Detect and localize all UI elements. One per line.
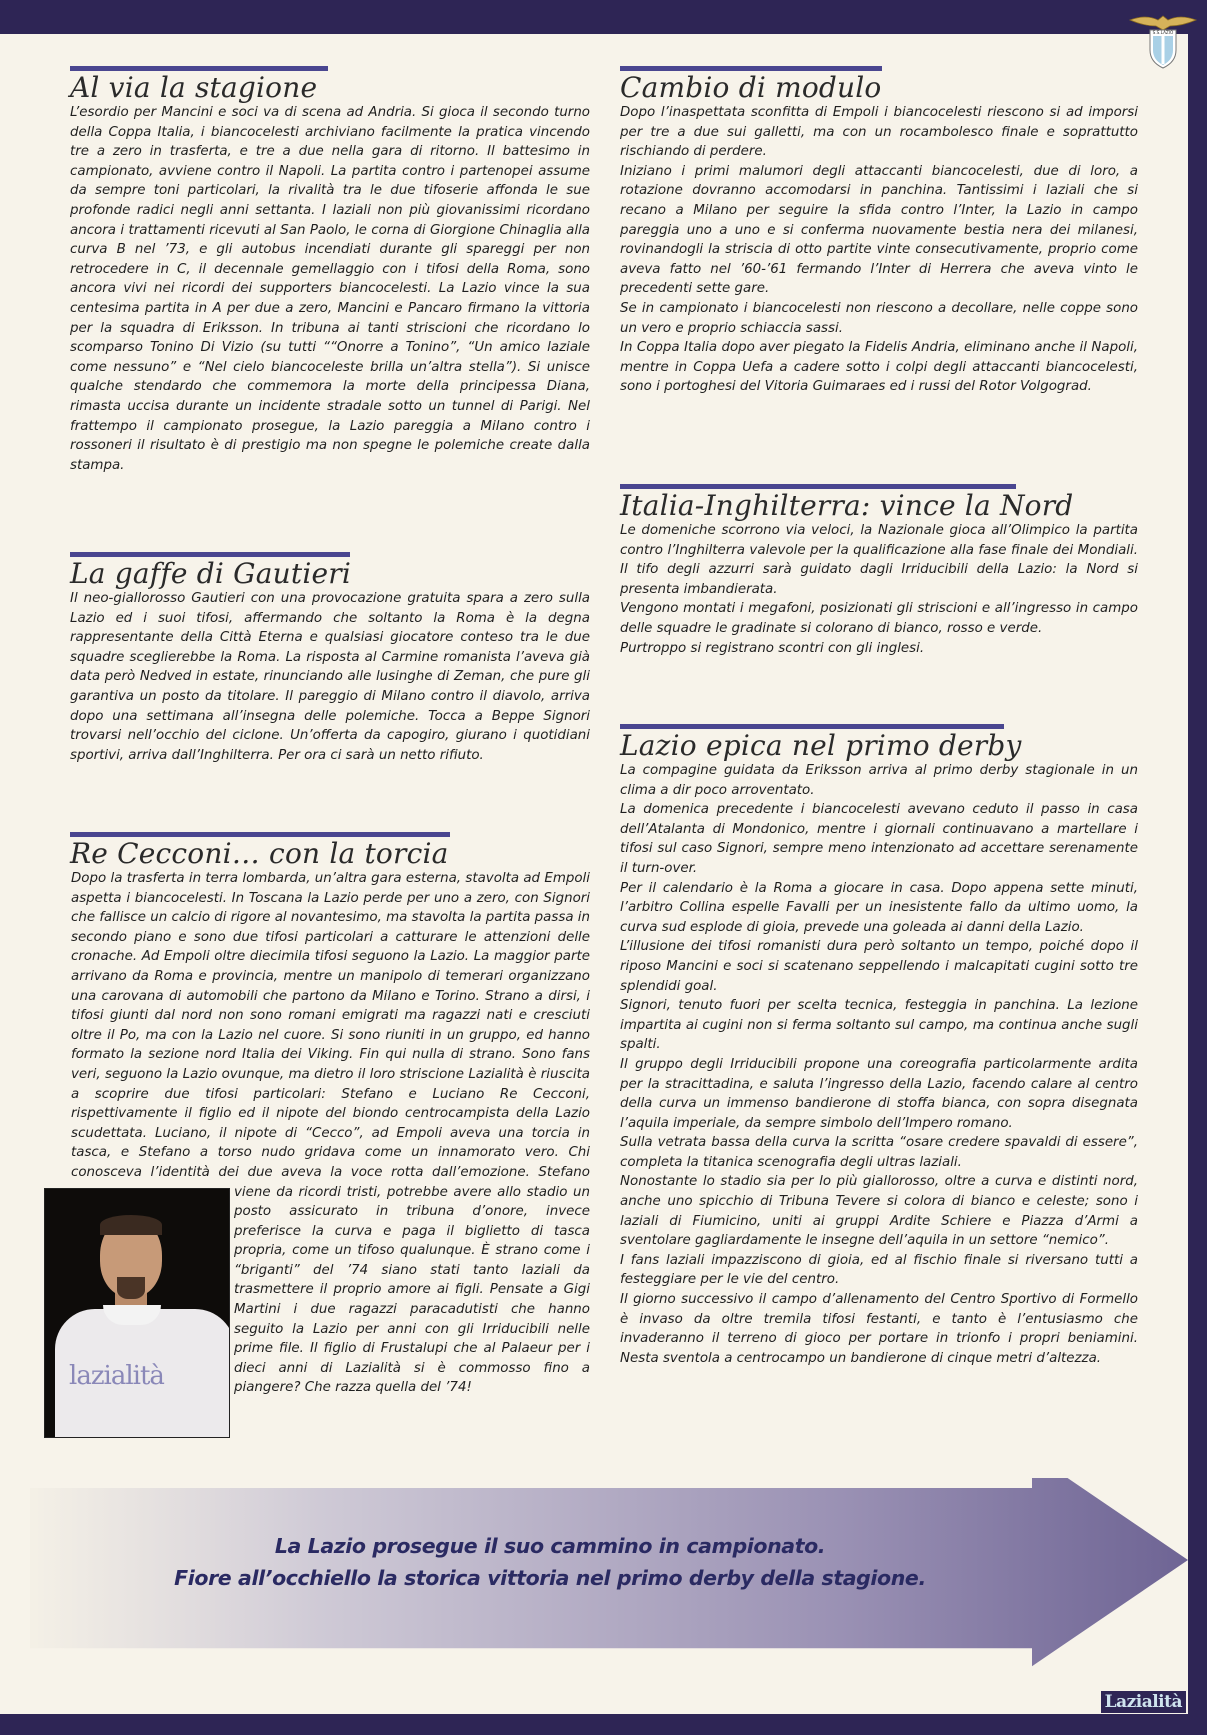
article-body: [620, 761, 1138, 1368]
article-paragraph: La compagine guidata da Eriksson arriva al primo derby stagionale in un clima a dir poco arroventato.: [620, 763, 1138, 798]
article-paragraph: Iniziano i primi malumori degli attaccanti biancocelesti, due di loro, a rotazione dovranno accomodarsi in panchina. Tantissimi i laziali che si recano a Milano per seguire la sfida contro l’Inter, la Lazio in campo pareggia uno a uno e si conferma nuovamente bestia nera dei milanesi, rovinandogli la striscia di otto partite vinte consecutivamente, proprio come aveva fatto nel ’60-’61 fermando l’Inter di Herrera che aveva vinto le precedenti sette gare.: [620, 163, 1138, 297]
article-body: [70, 103, 590, 475]
bottom-border-band: [0, 1714, 1207, 1735]
article-cambio-di-modulo: [620, 66, 1138, 397]
article-title: Italia-Inghilterra: vince la Nord: [620, 489, 1074, 522]
crest-text: S.S.LAZIO: [1152, 30, 1174, 35]
article-paragraph: Nonostante lo stadio sia per lo più giallorosso, oltre a curva e distinti nord, anche uno spicchio di Tribuna Tevere si colora di bianco e celeste; sono i laziali di Fiumicino, uniti ai gruppi Ardite Schiere e Piazza d’Armi a sventolare gagliardamente le insegne dell’aquila in un settore “nemico”.: [620, 1174, 1138, 1249]
callout-line-1: La Lazio prosegue il suo cammino in campionato.: [274, 1534, 826, 1558]
article-al-via-la-stagione: [70, 66, 590, 475]
article-paragraph: Purtroppo si registrano scontri con gli inglesi.: [620, 640, 925, 656]
article-paragraph: Il giorno successivo il campo d’allenamento del Centro Sportivo di Formello è invaso da oltre tremila tifosi festanti, e tanto è l’entusiasmo che invaderanno il terreno di gioco per portare in trionfo i propri beniamini. Nesta sventola a centrocampo un bandierone di cinque metri d’altezza.: [620, 1292, 1138, 1366]
article-lazio-epica-nel-primo-derby: [620, 724, 1138, 1368]
article-paragraph: L’esordio per Mancini e soci va di scena ad Andria. Si gioca il secondo turno della Coppa Italia, i biancocelesti archiviano facilmente la pratica vincendo tre a zero in trasferta, e tre a due nella gara di ritorno. Il battesimo in campionato, avviene contro il Napoli. La partita contro i partenopei assume da sempre toni particolari, la rivalità tra le due tifoserie affonda le sue profonde radici negli anni settanta. I laziali non più giovanissimi ricordano ancora i trattamenti ricevuti al San Paolo, le corna di Giorgione Chinaglia alla curva B nel ’73, e gli autobus incendiati durante gli spareggi per non retrocedere in C, il decennale gemellaggio con i tifosi della Roma, sono ancora vivi nei ricordi dei supporters biancocelesti. La Lazio vince la sua centesima partita in A per due a zero, Mancini e Pancaro firmano la vittoria per la squadra di Eriksson. In tribuna ai tanti striscioni che ricordano lo scomparso Tonino Di Vizio (su tutti ““Onorre a Tonino”, “Un amico laziale come nessuno” e “Nel cielo biancoceleste brilla un’altra stella”). Si unisce qualche stendardo che commemora la morte della principessa Diana, rimasta uccisa durante un incidente stradale sotto un tunnel di Parigi. Nel frattempo il campionato prosegue, la Lazio pareggia a Milano contro i rossoneri il risultato è di prestigio ma non spegne le polemiche create dalla stampa.: [70, 105, 590, 473]
article-paragraph: Sulla vetrata bassa della curva la scritta “osare credere spavaldi di essere”, completa la titanica scenografia degli ultras laziali.: [620, 1135, 1138, 1170]
callout-text: [30, 1530, 1070, 1594]
fan-photo: [44, 1188, 230, 1438]
photo-beard: [117, 1277, 145, 1299]
article-paragraph: Le domeniche scorrono via veloci, la Nazionale gioca all’Olimpico la partita contro l’Inghilterra valevole per la qualificazione alla fase finale dei Mondiali. Il tifo degli azzurri sarà guidato dagli Irriducibili della Lazio: la Nord si presenta imbandierata.: [620, 523, 1138, 597]
article-paragraph: Vengono montati i megafoni, posizionati gli striscioni e all’ingresso in campo delle squadre le gradinate si colorano di bianco, rosso e verde.: [620, 601, 1138, 636]
article-paragraph: I fans laziali impazziscono di gioia, ed al fischio finale si riversano tutti a festeggiare per le vie del centro.: [620, 1252, 1138, 1288]
article-title: Re Cecconi… con la torcia: [70, 837, 449, 870]
lazio-eagle-crest-icon: [1128, 6, 1198, 70]
article-paragraph: Signori, tenuto fuori per scelta tecnica, festeggia in panchina. La lezione impartita ai cugini non si ferma soltanto sul campo, ma continua anche sugli spalti.: [620, 998, 1138, 1053]
article-paragraph: L’illusione dei tifosi romanisti dura però soltanto un tempo, poiché dopo il riposo Mancini e soci si scatenano seppellendo i malcapitati cugini sotto tre splendidi goal.: [620, 939, 1138, 994]
right-border-band: [1188, 0, 1207, 1735]
article-paragraph: Per il calendario è la Roma a giocare in casa. Dopo appena sette minuti, l’arbitro Collina espelle Favalli per un inesistente fallo da ultimo uomo, la curva sud esplode di gioia, prevede una goleada ai danni della Lazio.: [620, 880, 1138, 935]
article-body: [620, 103, 1138, 397]
article-body: [70, 589, 590, 765]
article-paragraph: La domenica precedente i biancocelesti avevano ceduto il passo in casa dell’Atalanta di Mondonico, mentre i giornali continuavano a martellare i tifosi sul caso Signori, sempre meno intenzionato ad accettare serenamente il turn-over.: [620, 802, 1138, 876]
photo-shirt-text: lazialità: [69, 1361, 164, 1391]
article-title: La gaffe di Gautieri: [70, 557, 351, 590]
photo-hair: [100, 1215, 162, 1235]
article-body: [620, 521, 1138, 658]
article-paragraph: Se in campionato i biancocelesti non riescono a decollare, nelle coppe sono un vero e proprio schiaccia sassi.: [620, 300, 1138, 336]
article-paragraph: Il gruppo degli Irriducibili propone una coreografia particolarmente ardita per la stracittadina, e saluta l’ingresso della Lazio, facendo calare al centro della curva un immenso bandierone di stoffa bianca, con sopra disegnata l’aquila imperiale, da sempre simbolo dell’Impero romano.: [620, 1056, 1138, 1131]
article-paragraph: Dopo la trasferta in terra lombarda, un’altra gara esterna, stavolta ad Empoli aspetta i biancocelesti. In Toscana la Lazio perde per uno a zero, con Signori che fallisce un calcio di rigore al novantesimo, ma stavolta la partita passa in secondo piano e sono due tifosi particolari a catturare le attenzioni delle cronache. Ad Empoli oltre diecimila tifosi seguono la Lazio. La maggior parte arrivano da Roma e provincia, mentre un manipolo di temerari organizzano una carovana di automobili che partono da Milano e Torino. Strano a dirsi, i tifosi giunti dal nord non sono romani emigrati ma ragazzi nati e cresciuti oltre il Po, ma con la Lazio nel cuore. Si sono riuniti in un gruppo, ed hanno formato la sezione nord Italia dei Viking. Fin qui nulla di strano. Sono fans veri, seguono la Lazio ovunque, ma dietro il loro striscione Lazialità è riuscita a scoprire due tifosi particolari: Stefano e Luciano Re Cecconi, rispettivamente il figlio ed il nipote del biondo centrocampista della Lazio scudettata. Luciano, il nipote di “Cecco”, ad Empoli aveva una torcia in tasca, e Stefano a torso nudo gridava come un innamorato vero. Chi conosceva l’identità dei due aveva la voce rotta dall’emozione. Stefano viene da ricordi tristi, potrebbe avere allo stadio un posto assicurato in tribuna d’onore, invece preferisce la curva e paga il biglietto di tasca propria, come un tifoso qualunque. È strano come i “briganti” del ’74 siano stati tanto laziali da trasmettere il proprio amore ai figli. Pensate a Gigi Martini i due ragazzi paracadutisti che hanno seguito la Lazio per anni con gli Irriducibili nelle prime file. Il figlio di Frustalupi che al Palaeur per i dieci anni di Lazialità si è commosso fino a piangere? Che razza quella del ’74!: [71, 871, 591, 1396]
article-paragraph: In Coppa Italia dopo aver piegato la Fidelis Andria, eliminano anche il Napoli, mentre in Coppa Uefa a cadere sotto i colpi degli attaccanti biancocelesti, sono i portoghesi del Vitoria Guimaraes ed i russi del Rotor Volgograd.: [620, 340, 1138, 395]
article-paragraph: Il neo-giallorosso Gautieri con una provocazione gratuita spara a zero sulla Lazio ed i suoi tifosi, affermando che soltanto la Roma è la degna rappresentante della Città Eterna e qualsiasi giocatore conteso tra le due squadre sceglierebbe la Roma. La risposta al Carmine romanista l’aveva già data però Nedved in estate, rinunciando alle lusinghe di Zeman, che pure gli garantiva un posto da titolare. Il pareggio di Milano contro il diavolo, arriva dopo una settimana all’insegna delle polemiche. Tocca a Beppe Signori trovarsi nell’occhio del ciclone. Un’offerta da capogiro, giurano i quotidiani sportivi, arriva dall’Inghilterra. Per ora ci sarà un netto rifiuto.: [70, 591, 590, 763]
article-title: Cambio di modulo: [620, 71, 882, 104]
article-title: Al via la stagione: [70, 71, 318, 104]
article-title: Lazio epica nel primo derby: [620, 729, 1022, 762]
callout-line-2: Fiore all’occhiello la storica vittoria nel primo derby della stagione.: [174, 1566, 926, 1590]
top-border-band: [0, 0, 1207, 34]
magazine-brand-label: Lazialità: [1101, 1691, 1186, 1713]
article-italia-inghilterra: [620, 484, 1138, 658]
article-la-gaffe-di-gautieri: [70, 552, 590, 765]
article-paragraph: Dopo l’inaspettata sconfitta di Empoli i biancocelesti riescono si ad imporsi per tre a due sui galletti, ma con un rocambolesco finale e soprattutto rischiando di perdere.: [620, 105, 1138, 160]
